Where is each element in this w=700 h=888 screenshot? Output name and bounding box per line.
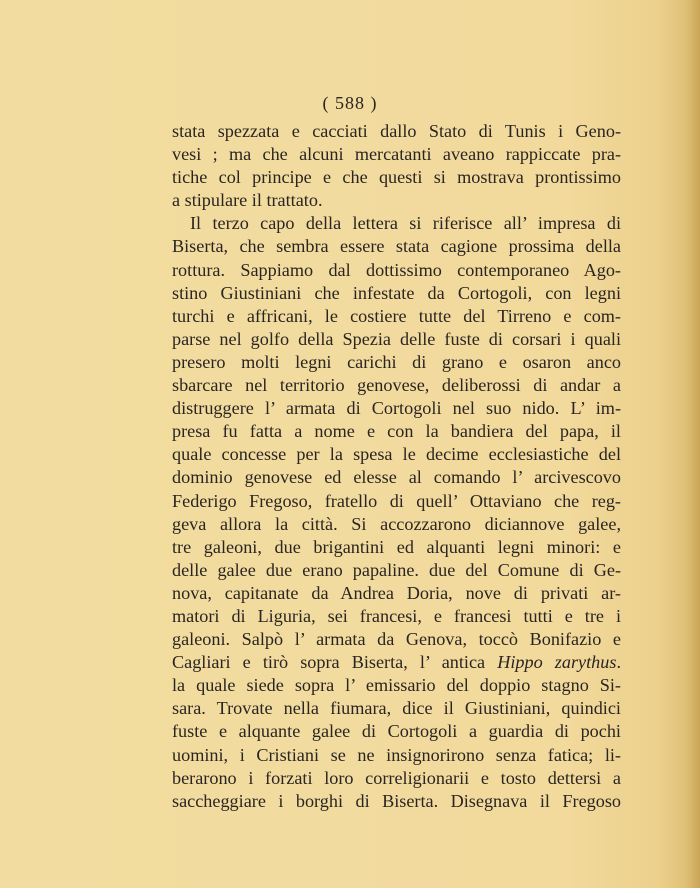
body-text: [172, 120, 621, 813]
text-line: tre galeoni, due brigantini ed alquanti legni minori: e: [172, 536, 621, 557]
italic-term: Hippo zarythus: [497, 652, 617, 673]
text-line-italic-mixed: [172, 651, 621, 674]
text-line: geva allora la città. Si accozzarono diciannove galee,: [172, 513, 621, 534]
text-line: nova, capitanate da Andrea Doria, nove di privati ar-: [172, 582, 621, 603]
text-line: delle galee due erano papaline. due del Comune di Ge-: [172, 559, 621, 580]
text-line: parse nel golfo della Spezia delle fuste di corsari i quali: [172, 328, 621, 349]
text-run: .: [616, 652, 621, 673]
text-line: distruggere l’ armata di Cortogoli nel suo nido. L’ im-: [172, 398, 621, 419]
text-line: uomini, i Cristiani se ne insignorirono senza fatica; li-: [172, 744, 621, 765]
text-line: presero molti legni carichi di grano e osaron anco: [172, 351, 621, 372]
text-line: sbarcare nel territorio genovese, deliberossi di andar a: [172, 375, 621, 396]
text-line: sara. Trovate nella fiumara, dice il Giustiniani, quindici: [172, 698, 621, 719]
text-line: dominio genovese ed elesse al comando l’ arcivescovo: [172, 467, 621, 488]
text-line: galeoni. Salpò l’ armata da Genova, toccò Bonifazio e: [172, 629, 621, 650]
text-line: stata spezzata e cacciati dallo Stato di Tunis i Geno-: [172, 121, 621, 141]
text-line: quale concesse per la spesa le decime ecclesiastiche del: [172, 444, 621, 465]
text-line: fuste e alquante galee di Cortogoli a guardia di pochi: [172, 721, 621, 742]
page-edge-shadow: [686, 0, 700, 888]
text-line: matori di Liguria, sei francesi, e francesi tutti e tre i: [172, 605, 621, 626]
text-line: a stipulare il trattato.: [172, 190, 323, 211]
text-line: Il terzo capo della lettera si riferisce all’ impresa di: [190, 213, 621, 234]
text-line: vesi ; ma che alcuni mercatanti aveano rappiccate pra-: [172, 144, 621, 165]
text-line: Biserta, che sembra essere stata cagione prossima della: [172, 236, 621, 257]
page-number: ( 588 ): [322, 93, 378, 113]
text-line: stino Giustiniani che infestate da Cortogoli, con legni: [172, 282, 621, 303]
text-line: turchi e affricani, le costiere tutte del Tirreno e com-: [172, 305, 621, 326]
text-line: saccheggiare i borghi di Biserta. Disegnava il Fregoso: [172, 790, 621, 811]
text-line: la quale siede sopra l’ emissario del doppio stagno Si-: [172, 675, 621, 696]
text-line: rottura. Sappiamo dal dottissimo contemporaneo Ago-: [172, 259, 621, 280]
text-line: Federigo Fregoso, fratello di quell’ Ottaviano che reg-: [172, 490, 621, 511]
text-line: berarono i forzati loro correligionarii e tosto dettersi a: [172, 767, 621, 788]
text-line: tiche col principe e che questi si mostrava prontissimo: [172, 167, 621, 188]
text-line: presa fu fatta a nome e con la bandiera del papa, il: [172, 421, 621, 442]
text-run: Cagliari e tirò sopra Biserta, l’ antica: [172, 652, 498, 673]
